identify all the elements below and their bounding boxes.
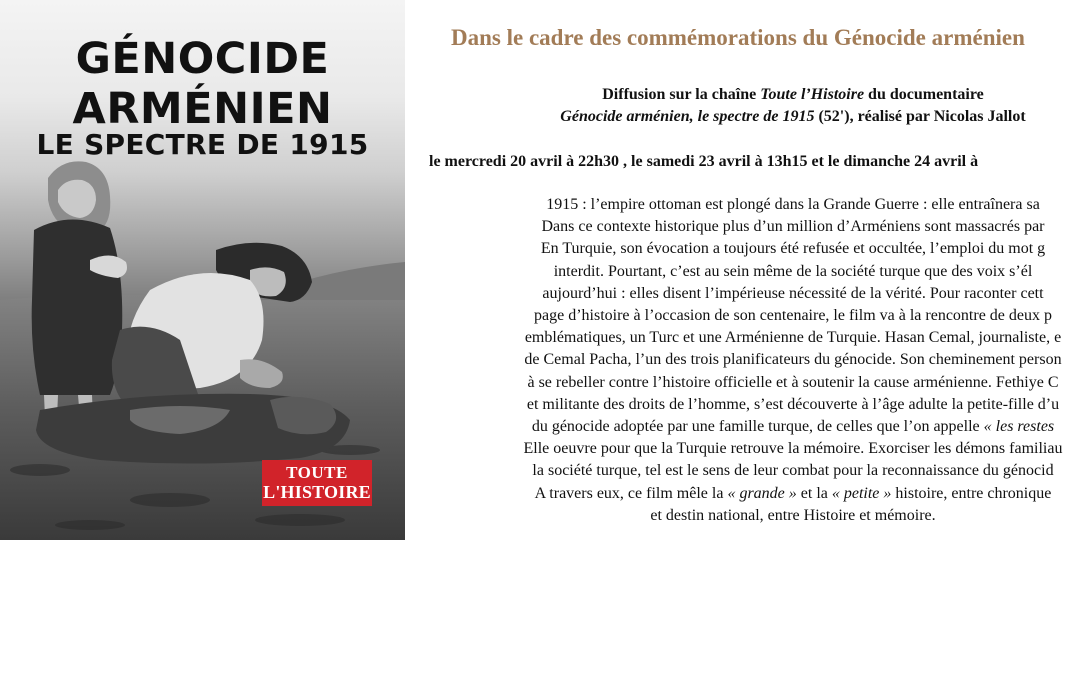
synopsis-line: Dans ce contexte historique plus d’un million d’Arméniens sont massacrés par [541,218,1045,236]
synopsis-line: à se rebeller contre l’histoire officielle et à soutenir la cause arménienne. Fethiye C [527,373,1059,391]
poster-subtitle: LE SPECTRE DE 1915 [36,128,369,161]
logo-line2: L'HISTOIRE [263,482,371,502]
broadcast-suffix: du documentaire [864,86,984,103]
synopsis-line [413,483,1080,505]
synopsis [413,194,1080,527]
film-duration: (52') [818,108,850,125]
film-title: Génocide arménien, le spectre de 1915 [560,108,815,125]
logo-line1: TOUTE [286,463,348,482]
synopsis-line: et militante des droits de l’homme, s’est découverte à l’âge adulte la petite-fille d’u [526,395,1060,413]
poster-title-line1: GÉNOCIDE [75,34,330,84]
synopsis-line [413,416,1080,438]
synopsis-line: page d’histoire à l’occasion de son centenaire, le film va à la rencontre de deux p [534,307,1052,325]
synopsis-line: interdit. Pourtant, c’est au sein même de la société turque que des voix s’él [553,262,1033,280]
synopsis-line: 1915 : l’empire ottoman est plongé dans la Grande Guerre : elle entraînera sa [546,196,1040,213]
channel-name: Toute l’Histoire [760,86,865,103]
synopsis-quote: « petite » [831,484,892,502]
broadcast-dates: le mercredi 20 avril à 22h30 , le samedi 23 avril à 13h15 et le dimanche 24 avril à [429,153,979,170]
synopsis-text: du génocide adoptée par une famille turque, de celles que l’on appelle [531,418,984,436]
toute-lhistoire-logo [262,460,372,506]
synopsis-line: de Cemal Pacha, l’un des trois planificateurs du génocide. Son cheminement person [524,351,1062,369]
synopsis-line: Elle oeuvre pour que la Turquie retrouve la mémoire. Exorciser les démons familiau [523,440,1063,458]
article-column [405,0,1080,675]
synopsis-text: et la [796,484,832,502]
synopsis-line: En Turquie, son évocation a toujours été refusée et occultée, l’emploi du mot g [540,240,1046,258]
synopsis-quote: « grande » [727,484,797,502]
synopsis-text: histoire, entre chronique [891,484,1052,502]
poster-title-line2: ARMÉNIEN [72,84,333,134]
broadcast-prefix: Diffusion sur la chaîne [602,86,761,103]
broadcast-line2 [413,108,1080,126]
synopsis-line: et destin national, entre Histoire et mémoire. [650,506,936,524]
film-director: , réalisé par Nicolas Jallot [849,108,1026,125]
synopsis-quote: « les restes [983,418,1055,436]
synopsis-line: emblématiques, un Turc et une Arménienne de Turquie. Hasan Cemal, journaliste, e [524,329,1062,347]
synopsis-line: aujourd’hui : elles disent l’impérieuse nécessité de la vérité. Pour raconter cett [542,284,1044,302]
synopsis-text: A travers eux, ce film mêle la [534,484,728,502]
synopsis-line: la société turque, tel est le sens de leur combat pour la reconnaissance du génocid [532,462,1054,480]
broadcast-line1 [413,86,1080,104]
documentary-poster [0,0,405,540]
page-heading: Dans le cadre des commémorations du Génocide arménien [451,25,1025,50]
